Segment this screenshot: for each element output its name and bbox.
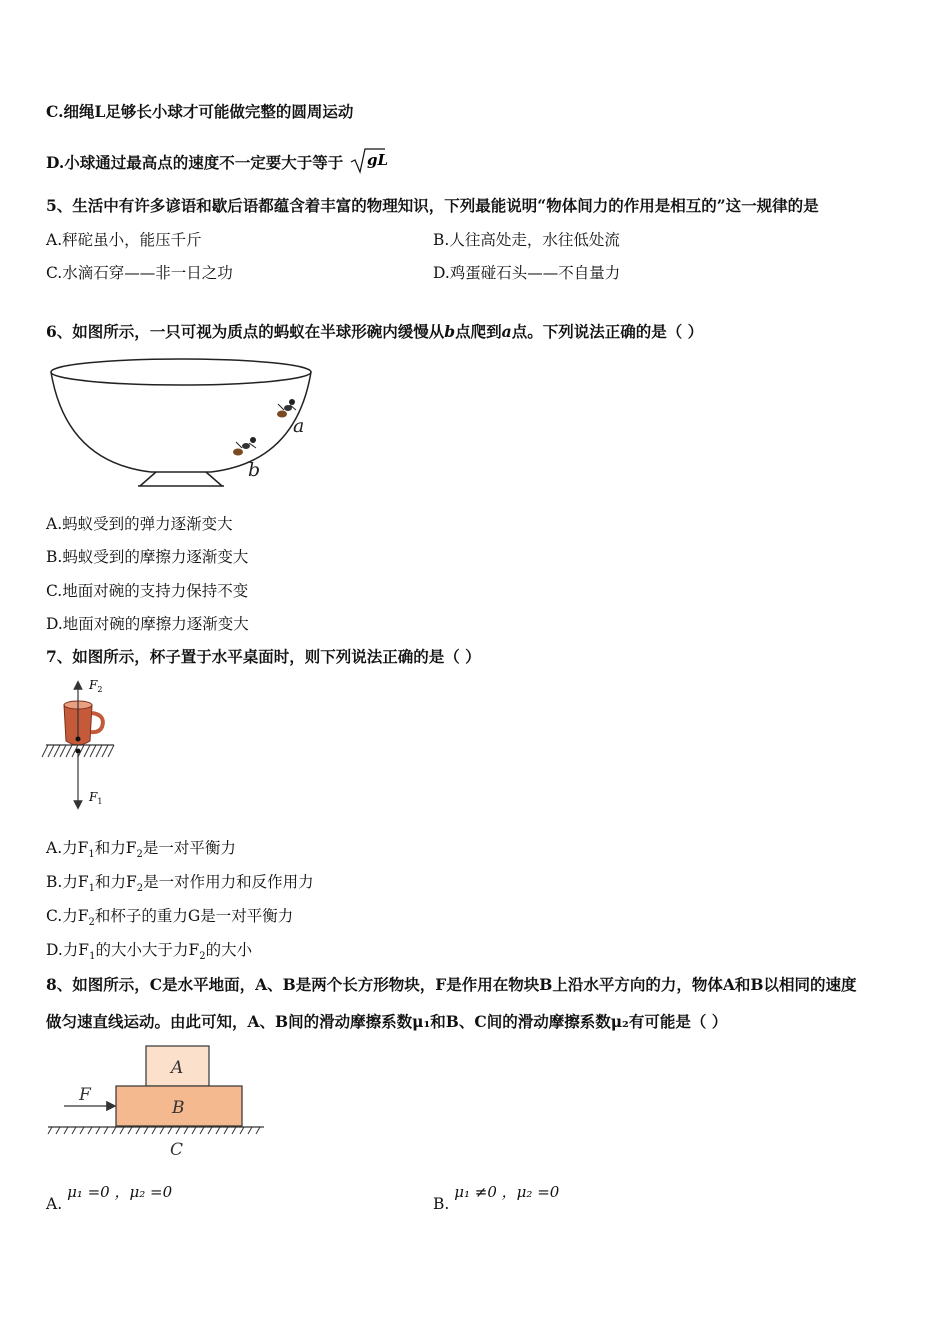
q8-stem-line2: 做匀速直线运动。由此可知，A、B间的滑动摩擦系数μ₁和B、C间的滑动摩擦系数μ₂有可能是（ ） xyxy=(46,1012,728,1031)
q7-option-b: B.力$F_1$和力$F_2$是一对作用力和反作用力 xyxy=(46,873,314,895)
q5-option-a: A.秤砣虽小，能压千斤 xyxy=(46,231,202,249)
q8-option-b-math: μ₁ ≠0 ，μ₂ =0 xyxy=(454,1183,560,1201)
q4-option-d-text: D.小球通过最高点的速度不一定要大于等于 xyxy=(46,153,344,172)
label-f1: $F_1$ xyxy=(89,790,103,806)
q8-option-a: A. μ₁ =0 ，μ₂ =0 xyxy=(46,1183,173,1213)
q4-option-d xyxy=(46,146,388,174)
q6-option-a: A.蚂蚁受到的弹力逐渐变大 xyxy=(46,515,233,533)
q8-option-a-math: μ₁ =0 ，μ₂ =0 xyxy=(67,1183,173,1201)
q5-option-b: B.人往高处走，水往低处流 xyxy=(433,231,620,249)
q6-option-b: B.蚂蚁受到的摩擦力逐渐变大 xyxy=(46,548,249,566)
bowl-figure xyxy=(46,352,321,492)
q6-option-d: D.地面对碗的摩擦力逐渐变大 xyxy=(46,615,249,633)
label-ground-c: C xyxy=(170,1140,184,1160)
q5-option-c: C.水滴石穿——非一日之功 xyxy=(46,264,233,282)
q5-option-d: D.鸡蛋碰石头——不自量力 xyxy=(433,264,621,282)
ant-icon-b xyxy=(233,437,256,456)
q8-option-b: B. μ₁ ≠0 ，μ₂ =0 xyxy=(433,1183,560,1213)
label-a: a xyxy=(293,415,305,437)
q5-stem: 5、生活中有许多谚语和歇后语都蕴含着丰富的物理知识，下列最能说明“物体间力的作用是相互的”这一规律的是 xyxy=(46,196,819,215)
q4-option-c: C.细绳L足够长小球才可能做完整的圆周运动 xyxy=(46,102,354,121)
label-block-a: A xyxy=(171,1058,184,1078)
label-b: b xyxy=(248,459,261,481)
sqrt-symbol xyxy=(349,146,388,174)
label-f2: $F_2$ xyxy=(89,678,103,694)
label-force-f: F xyxy=(79,1085,91,1105)
q7-stem: 7、如图所示，杯子置于水平桌面时，则下列说法正确的是（ ） xyxy=(46,647,481,666)
q6-option-c: C.地面对碗的支持力保持不变 xyxy=(46,582,249,600)
q7-option-d: D.力$F_1$的大小大于力$F_2$的大小 xyxy=(46,941,253,963)
blocks-figure xyxy=(46,1042,271,1162)
label-block-b: B xyxy=(172,1098,185,1118)
q8-stem-line1: 8、如图所示，C是水平地面，A、B是两个长方形物块，F是作用在物块B上沿水平方向的力，物体A和B以相同的速度 xyxy=(46,975,857,994)
q7-option-a: A.力$F_1$和力$F_2$是一对平衡力 xyxy=(46,839,236,861)
q6-stem: 6、如图所示，一只可视为质点的蚂蚁在半球形碗内缓慢从b点爬到a点。下列说法正确的是（ ） xyxy=(46,322,704,341)
cup-figure xyxy=(42,675,122,815)
q7-option-c: C.力$F_2$和杯子的重力G是一对平衡力 xyxy=(46,907,294,929)
q4-sqrt-gl: gL xyxy=(366,151,388,169)
